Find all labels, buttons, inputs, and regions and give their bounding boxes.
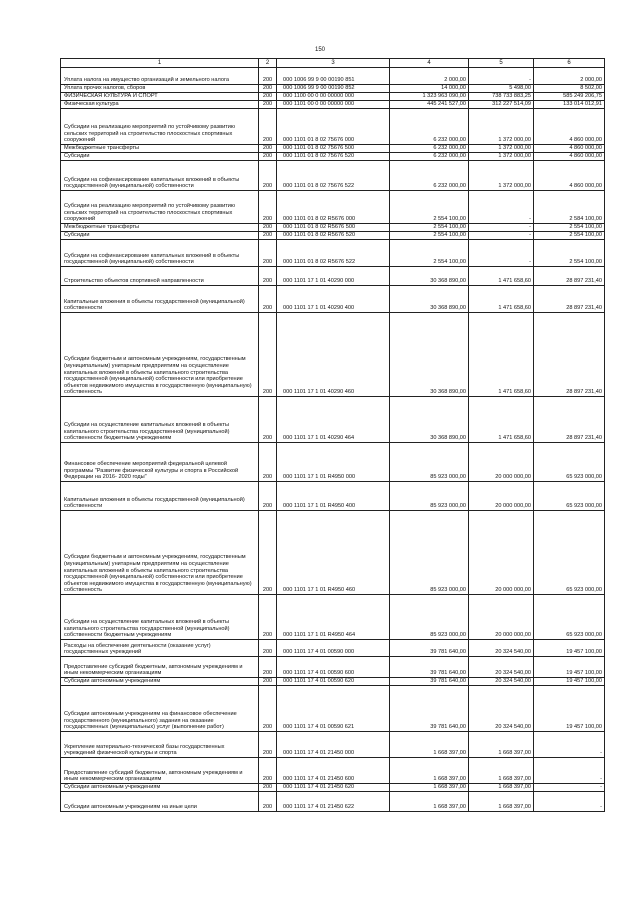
row-unexecuted-cell: 65 923 000,00 xyxy=(534,595,605,640)
row-name-cell: Капитальные вложения в объекты государственной (муниципальной) собственности xyxy=(61,482,259,511)
row-executed-cell: 1 471 658,60 xyxy=(469,267,534,286)
row-approved-cell: 1 668 397,00 xyxy=(390,732,469,758)
row-approved-cell: 39 781 640,00 xyxy=(390,657,469,678)
row-executed-cell: 1 668 397,00 xyxy=(469,792,534,812)
row-admin-code-cell: 200 xyxy=(259,758,277,784)
row-budget-code-cell: 000 1101 17 1 01 40290 460 xyxy=(277,313,390,397)
row-admin-code-cell: 200 xyxy=(259,657,277,678)
header-cell: 2 xyxy=(259,59,277,68)
row-executed-cell: 1 471 658,60 xyxy=(469,286,534,313)
page-number: 150 xyxy=(314,47,325,53)
row-unexecuted-cell: 28 897 231,40 xyxy=(534,397,605,443)
row-approved-cell: 30 368 890,00 xyxy=(390,397,469,443)
table-row xyxy=(61,686,605,732)
row-executed-cell: 312 227 514,09 xyxy=(469,101,534,109)
row-unexecuted-cell: 28 897 231,40 xyxy=(534,286,605,313)
row-admin-code-cell: 200 xyxy=(259,397,277,443)
row-admin-code-cell: 200 xyxy=(259,595,277,640)
table-row xyxy=(61,232,605,240)
row-approved-cell: 14 000,00 xyxy=(390,85,469,93)
table-row xyxy=(61,153,605,161)
row-budget-code-cell: 000 1101 17 1 01 40290 000 xyxy=(277,267,390,286)
row-admin-code-cell: 200 xyxy=(259,145,277,153)
row-admin-code-cell: 200 xyxy=(259,68,277,85)
table-row xyxy=(61,595,605,640)
row-executed-cell: - xyxy=(469,240,534,267)
row-unexecuted-cell: 2 554 100,00 xyxy=(534,232,605,240)
row-admin-code-cell: 200 xyxy=(259,443,277,482)
table-row xyxy=(61,68,605,85)
row-approved-cell: 6 232 000,00 xyxy=(390,153,469,161)
row-admin-code-cell: 200 xyxy=(259,482,277,511)
table-row xyxy=(61,640,605,657)
row-admin-code-cell: 200 xyxy=(259,286,277,313)
row-approved-cell: 85 923 000,00 xyxy=(390,595,469,640)
row-executed-cell: 20 000 000,00 xyxy=(469,482,534,511)
row-name-cell: Физическая культура xyxy=(61,101,259,109)
row-approved-cell: 85 923 000,00 xyxy=(390,443,469,482)
row-admin-code-cell: 200 xyxy=(259,232,277,240)
table-row xyxy=(61,784,605,792)
row-name-cell: Субсидии xyxy=(61,232,259,240)
row-name-cell: Укрепление материально-технической базы государственных учреждений физической культуры и спорта xyxy=(61,732,259,758)
row-unexecuted-cell: 8 502,00 xyxy=(534,85,605,93)
row-approved-cell: 39 781 640,00 xyxy=(390,678,469,686)
row-executed-cell: 20 324 540,00 xyxy=(469,657,534,678)
row-unexecuted-cell: 19 457 100,00 xyxy=(534,640,605,657)
row-name-cell: Предоставление субсидий бюджетным, автономным учреждениям и иным некоммерческим организациям xyxy=(61,758,259,784)
row-unexecuted-cell: 4 860 000,00 xyxy=(534,161,605,191)
table-row xyxy=(61,93,605,101)
table-row xyxy=(61,85,605,93)
row-budget-code-cell: 000 1101 17 1 01 R4950 460 xyxy=(277,511,390,595)
row-budget-code-cell: 000 1006 99 9 00 00190 851 xyxy=(277,68,390,85)
row-approved-cell: 39 781 640,00 xyxy=(390,640,469,657)
row-unexecuted-cell: 133 014 012,91 xyxy=(534,101,605,109)
table-row xyxy=(61,240,605,267)
row-name-cell: Субсидии на осуществление капитальных вложений в объекты капитального строительства государственной (муниципальной) собственности бюджетным учреждениям xyxy=(61,595,259,640)
row-approved-cell: 39 781 640,00 xyxy=(390,686,469,732)
row-approved-cell: 30 368 890,00 xyxy=(390,286,469,313)
row-admin-code-cell: 200 xyxy=(259,240,277,267)
row-budget-code-cell: 000 1101 01 8 02 75676 500 xyxy=(277,145,390,153)
row-admin-code-cell: 200 xyxy=(259,732,277,758)
row-name-cell: Субсидии автономным учреждениям xyxy=(61,784,259,792)
row-executed-cell: 1 372 000,00 xyxy=(469,161,534,191)
row-budget-code-cell: 000 1101 01 8 02 R5676 520 xyxy=(277,232,390,240)
table-row xyxy=(61,145,605,153)
header-cell: 3 xyxy=(277,59,390,68)
table-row xyxy=(61,443,605,482)
row-name-cell: Межбюджетные трансферты xyxy=(61,145,259,153)
header-cell: 5 xyxy=(469,59,534,68)
row-name-cell: Межбюджетные трансферты xyxy=(61,224,259,232)
row-name-cell: ФИЗИЧЕСКАЯ КУЛЬТУРА И СПОРТ xyxy=(61,93,259,101)
row-admin-code-cell: 200 xyxy=(259,109,277,145)
row-approved-cell: 1 668 397,00 xyxy=(390,784,469,792)
row-executed-cell: 1 372 000,00 xyxy=(469,145,534,153)
row-executed-cell: 20 324 540,00 xyxy=(469,640,534,657)
row-executed-cell: 1 668 397,00 xyxy=(469,758,534,784)
row-budget-code-cell: 000 1101 17 4 01 21450 000 xyxy=(277,732,390,758)
header-cell: 6 xyxy=(534,59,605,68)
row-unexecuted-cell: 585 249 206,75 xyxy=(534,93,605,101)
row-name-cell: Субсидии автономным учреждениям на иные цели xyxy=(61,792,259,812)
row-name-cell: Финансовое обеспечение мероприятий федеральной целевой программы "Развитие физической культуры и спорта в Российской Федерации на 2016- 2020 годы" xyxy=(61,443,259,482)
row-unexecuted-cell: 65 923 000,00 xyxy=(534,511,605,595)
row-approved-cell: 2 554 100,00 xyxy=(390,191,469,224)
row-unexecuted-cell: 2 000,00 xyxy=(534,68,605,85)
row-budget-code-cell: 000 1006 99 9 00 00190 852 xyxy=(277,85,390,93)
row-budget-code-cell: 000 1101 17 1 01 40290 400 xyxy=(277,286,390,313)
row-approved-cell: 445 241 527,00 xyxy=(390,101,469,109)
header-cell: 4 xyxy=(390,59,469,68)
row-name-cell: Субсидии на осуществление капитальных вложений в объекты капитального строительства государственной (муниципальной) собственности бюджетным учреждениям xyxy=(61,397,259,443)
row-executed-cell: 20 000 000,00 xyxy=(469,595,534,640)
row-name-cell: Капитальные вложения в объекты государственной (муниципальной) собственности xyxy=(61,286,259,313)
row-budget-code-cell: 000 1101 01 8 02 75676 000 xyxy=(277,109,390,145)
row-approved-cell: 1 668 397,00 xyxy=(390,758,469,784)
row-unexecuted-cell: 2 554 100,00 xyxy=(534,240,605,267)
row-executed-cell: - xyxy=(469,191,534,224)
row-budget-code-cell: 000 1101 01 8 02 75676 522 xyxy=(277,161,390,191)
row-executed-cell: 1 471 658,60 xyxy=(469,313,534,397)
row-name-cell: Расходы на обеспечение деятельности (оказание услуг) государственных учреждений xyxy=(61,640,259,657)
row-executed-cell: 1 471 658,60 xyxy=(469,397,534,443)
row-admin-code-cell: 200 xyxy=(259,153,277,161)
row-unexecuted-cell: 4 860 000,00 xyxy=(534,109,605,145)
row-budget-code-cell: 000 1101 17 4 01 00590 600 xyxy=(277,657,390,678)
row-admin-code-cell: 200 xyxy=(259,640,277,657)
row-approved-cell: 2 554 100,00 xyxy=(390,232,469,240)
table-row xyxy=(61,511,605,595)
row-admin-code-cell: 200 xyxy=(259,93,277,101)
table-header-row xyxy=(61,59,605,68)
row-name-cell: Субсидии автономным учреждениям на финансовое обеспечение государственного (муниципального) задания на оказание государственных (муниципальных) услуг (выполнение работ) xyxy=(61,686,259,732)
row-executed-cell: 20 000 000,00 xyxy=(469,511,534,595)
table-row xyxy=(61,109,605,145)
row-unexecuted-cell: 65 923 000,00 xyxy=(534,482,605,511)
header-cell: 1 xyxy=(61,59,259,68)
row-name-cell: Субсидии на реализацию мероприятий по устойчивому развитию сельских территорий на строительство плоскостных спортивных сооружений xyxy=(61,191,259,224)
table-row xyxy=(61,267,605,286)
row-approved-cell: 85 923 000,00 xyxy=(390,482,469,511)
row-unexecuted-cell: 19 457 100,00 xyxy=(534,686,605,732)
row-admin-code-cell: 200 xyxy=(259,784,277,792)
row-admin-code-cell: 200 xyxy=(259,224,277,232)
table-row xyxy=(61,397,605,443)
row-approved-cell: 30 368 890,00 xyxy=(390,313,469,397)
row-unexecuted-cell: - xyxy=(534,792,605,812)
table-row xyxy=(61,191,605,224)
row-budget-code-cell: 000 1101 01 8 02 R5676 500 xyxy=(277,224,390,232)
row-unexecuted-cell: 28 897 231,40 xyxy=(534,313,605,397)
row-executed-cell: 1 668 397,00 xyxy=(469,784,534,792)
row-budget-code-cell: 000 1101 17 4 01 00590 000 xyxy=(277,640,390,657)
row-name-cell: Субсидии бюджетным и автономным учреждениям, государственным (муниципальным) унитарным предприятиям на осуществление капитальных вложений в объекты капитального строительства государственной (муниципальной) собственности или приобретение объектов недвижимого имущества в государственную (муниципальную) собственность xyxy=(61,313,259,397)
row-unexecuted-cell: 2 584 100,00 xyxy=(534,191,605,224)
row-unexecuted-cell: 19 457 100,00 xyxy=(534,678,605,686)
table-row xyxy=(61,224,605,232)
row-name-cell: Предоставление субсидий бюджетным, автономным учреждениям и иным некоммерческим организациям xyxy=(61,657,259,678)
row-name-cell: Уплата прочих налогов, сборов xyxy=(61,85,259,93)
row-name-cell: Уплата налога на имущество организаций и земельного налога xyxy=(61,68,259,85)
table-row xyxy=(61,313,605,397)
row-admin-code-cell: 200 xyxy=(259,191,277,224)
table-row xyxy=(61,657,605,678)
row-budget-code-cell: 000 1101 17 1 01 R4950 464 xyxy=(277,595,390,640)
row-executed-cell: 1 372 000,00 xyxy=(469,109,534,145)
budget-table xyxy=(60,58,605,812)
row-admin-code-cell: 200 xyxy=(259,85,277,93)
row-unexecuted-cell: - xyxy=(534,732,605,758)
row-approved-cell: 1 668 397,00 xyxy=(390,792,469,812)
row-budget-code-cell: 000 1101 01 8 02 R5676 522 xyxy=(277,240,390,267)
row-name-cell: Субсидии бюджетным и автономным учреждениям, государственным (муниципальным) унитарным предприятиям на осуществление капитальных вложений в объекты капитального строительства государственной (муниципальной) собственности или приобретение объектов недвижимого имущества в государственную (муниципальную) собственность xyxy=(61,511,259,595)
table-row xyxy=(61,101,605,109)
row-budget-code-cell: 000 1101 17 4 01 21450 600 xyxy=(277,758,390,784)
row-executed-cell: 738 733 883,25 xyxy=(469,93,534,101)
row-unexecuted-cell: 28 897 231,40 xyxy=(534,267,605,286)
row-executed-cell: 20 000 000,00 xyxy=(469,443,534,482)
row-budget-code-cell: 000 1101 17 4 01 00590 621 xyxy=(277,686,390,732)
row-unexecuted-cell: - xyxy=(534,784,605,792)
row-unexecuted-cell: 2 554 100,00 xyxy=(534,224,605,232)
row-executed-cell: - xyxy=(469,68,534,85)
row-admin-code-cell: 200 xyxy=(259,161,277,191)
row-admin-code-cell: 200 xyxy=(259,686,277,732)
row-name-cell: Субсидии xyxy=(61,153,259,161)
row-executed-cell: 20 324 540,00 xyxy=(469,686,534,732)
row-name-cell: Субсидии на софинансирование капитальных вложений в объекты государственной (муниципальной) собственности xyxy=(61,161,259,191)
row-admin-code-cell: 200 xyxy=(259,313,277,397)
row-executed-cell: 1 372 000,00 xyxy=(469,153,534,161)
table-row xyxy=(61,792,605,812)
row-executed-cell: 20 324 540,00 xyxy=(469,678,534,686)
row-name-cell: Субсидии автономным учреждениям xyxy=(61,678,259,686)
row-unexecuted-cell: 4 860 000,00 xyxy=(534,153,605,161)
row-approved-cell: 2 554 100,00 xyxy=(390,240,469,267)
row-unexecuted-cell: 4 860 000,00 xyxy=(534,145,605,153)
table-row xyxy=(61,286,605,313)
row-unexecuted-cell: 19 457 100,00 xyxy=(534,657,605,678)
row-approved-cell: 1 323 963 090,00 xyxy=(390,93,469,101)
row-budget-code-cell: 000 1100 00 0 00 00000 000 xyxy=(277,93,390,101)
row-approved-cell: 6 232 000,00 xyxy=(390,161,469,191)
row-budget-code-cell: 000 1101 17 1 01 R4950 000 xyxy=(277,443,390,482)
table-row xyxy=(61,161,605,191)
row-admin-code-cell: 200 xyxy=(259,511,277,595)
row-budget-code-cell: 000 1101 17 1 01 R4950 400 xyxy=(277,482,390,511)
row-name-cell: Строительство объектов спортивной направленности xyxy=(61,267,259,286)
row-approved-cell: 6 232 000,00 xyxy=(390,145,469,153)
table-row xyxy=(61,678,605,686)
row-budget-code-cell: 000 1101 01 8 02 75676 520 xyxy=(277,153,390,161)
row-approved-cell: 85 923 000,00 xyxy=(390,511,469,595)
row-admin-code-cell: 200 xyxy=(259,267,277,286)
row-budget-code-cell: 000 1101 00 0 00 00000 000 xyxy=(277,101,390,109)
row-executed-cell: - xyxy=(469,224,534,232)
row-approved-cell: 2 000,00 xyxy=(390,68,469,85)
row-budget-code-cell: 000 1101 01 8 02 R5676 000 xyxy=(277,191,390,224)
row-name-cell: Субсидии на софинансирование капитальных вложений в объекты государственной (муниципальной) собственности xyxy=(61,240,259,267)
row-admin-code-cell: 200 xyxy=(259,792,277,812)
row-admin-code-cell: 200 xyxy=(259,101,277,109)
row-approved-cell: 2 554 100,00 xyxy=(390,224,469,232)
row-approved-cell: 30 368 890,00 xyxy=(390,267,469,286)
row-unexecuted-cell: - xyxy=(534,758,605,784)
row-name-cell: Субсидии на реализацию мероприятий по устойчивому развитию сельских территорий на строительство плоскостных спортивных сооружений xyxy=(61,109,259,145)
row-executed-cell: - xyxy=(469,232,534,240)
table-row xyxy=(61,482,605,511)
row-admin-code-cell: 200 xyxy=(259,678,277,686)
row-budget-code-cell: 000 1101 17 1 01 40290 464 xyxy=(277,397,390,443)
table-row xyxy=(61,732,605,758)
row-budget-code-cell: 000 1101 17 4 01 00590 620 xyxy=(277,678,390,686)
row-budget-code-cell: 000 1101 17 4 01 21450 622 xyxy=(277,792,390,812)
row-budget-code-cell: 000 1101 17 4 01 21450 620 xyxy=(277,784,390,792)
row-executed-cell: 5 498,00 xyxy=(469,85,534,93)
row-executed-cell: 1 668 397,00 xyxy=(469,732,534,758)
table-row xyxy=(61,758,605,784)
row-unexecuted-cell: 65 923 000,00 xyxy=(534,443,605,482)
row-approved-cell: 6 232 000,00 xyxy=(390,109,469,145)
